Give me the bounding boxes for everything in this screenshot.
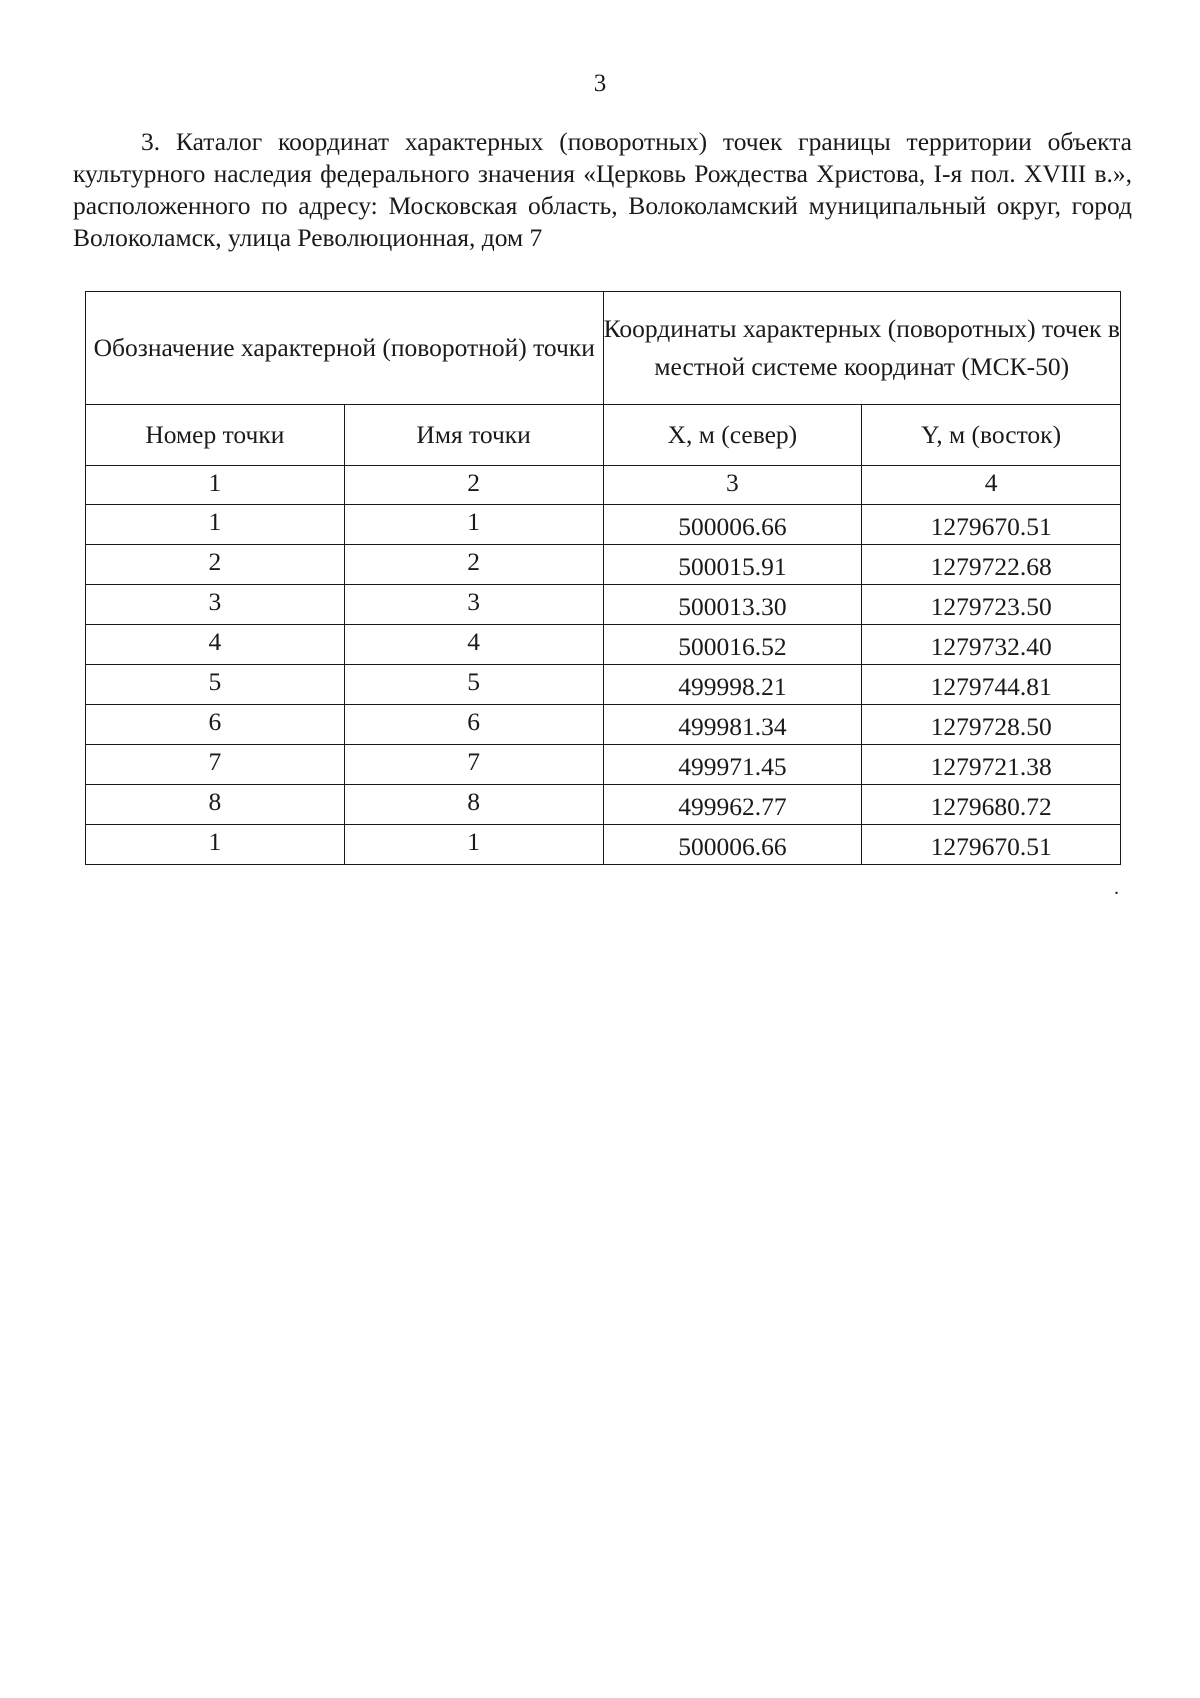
table-row [86,665,1121,705]
header-point-designation: Обозначение характерной (поворотной) точки [86,292,604,405]
y-coordinate-cell: 1279670.51 [862,825,1121,865]
subheader-y: Y, м (восток) [862,405,1121,466]
table-row [86,825,1121,865]
page-number: 3 [593,70,607,97]
table-row [86,585,1121,625]
point-number-cell: 4 [86,625,345,665]
y-coordinate-cell: 1279680.72 [862,785,1121,825]
y-coordinate-cell: 1279670.51 [862,505,1121,545]
point-name-cell: 1 [344,505,603,545]
table-subheader-row [86,405,1121,466]
point-name-cell: 3 [344,585,603,625]
table-row [86,745,1121,785]
point-name-cell: 1 [344,825,603,865]
x-coordinate-cell: 499962.77 [603,785,862,825]
point-number-cell: 6 [86,705,345,745]
column-number: 3 [603,466,862,505]
x-coordinate-cell: 499971.45 [603,745,862,785]
header-coordinates: Координаты характерных (поворотных) точек в местной системе координат (МСК-50) [603,292,1121,405]
catalog-paragraph: 3. Каталог координат характерных (поворотных) точек границы территории объекта культурного наследия федерального значения «Церковь Рождества Христова, I-я пол. XVIII в.», расположенного по адресу: Московская область, Волоколамский муниципальный округ, город Волоколамск, улица Революционная, дом 7 [73,127,1132,252]
x-coordinate-cell: 500006.66 [603,825,862,865]
subheader-point-name: Имя точки [344,405,603,466]
x-coordinate-cell: 499998.21 [603,665,862,705]
table-row [86,705,1121,745]
point-name-cell: 8 [344,785,603,825]
column-number: 2 [344,466,603,505]
coordinates-table [85,291,1121,865]
y-coordinate-cell: 1279744.81 [862,665,1121,705]
point-name-cell: 7 [344,745,603,785]
table-row [86,625,1121,665]
point-name-cell: 5 [344,665,603,705]
table-row [86,505,1121,545]
x-coordinate-cell: 500015.91 [603,545,862,585]
point-number-cell: 2 [86,545,345,585]
column-number: 4 [862,466,1121,505]
x-coordinate-cell: 500013.30 [603,585,862,625]
subheader-x: X, м (север) [603,405,862,466]
point-number-cell: 1 [86,505,345,545]
x-coordinate-cell: 500016.52 [603,625,862,665]
trailing-mark: . [1114,877,1119,899]
point-number-cell: 5 [86,665,345,705]
y-coordinate-cell: 1279722.68 [862,545,1121,585]
point-number-cell: 7 [86,745,345,785]
table-row [86,785,1121,825]
point-number-cell: 3 [86,585,345,625]
point-name-cell: 6 [344,705,603,745]
y-coordinate-cell: 1279723.50 [862,585,1121,625]
point-name-cell: 2 [344,545,603,585]
point-name-cell: 4 [344,625,603,665]
x-coordinate-cell: 500006.66 [603,505,862,545]
x-coordinate-cell: 499981.34 [603,705,862,745]
y-coordinate-cell: 1279732.40 [862,625,1121,665]
subheader-point-number: Номер точки [86,405,345,466]
point-number-cell: 1 [86,825,345,865]
table-header-row [86,292,1121,405]
column-number-row [86,466,1121,505]
point-number-cell: 8 [86,785,345,825]
column-number: 1 [86,466,345,505]
table-row [86,545,1121,585]
y-coordinate-cell: 1279728.50 [862,705,1121,745]
y-coordinate-cell: 1279721.38 [862,745,1121,785]
